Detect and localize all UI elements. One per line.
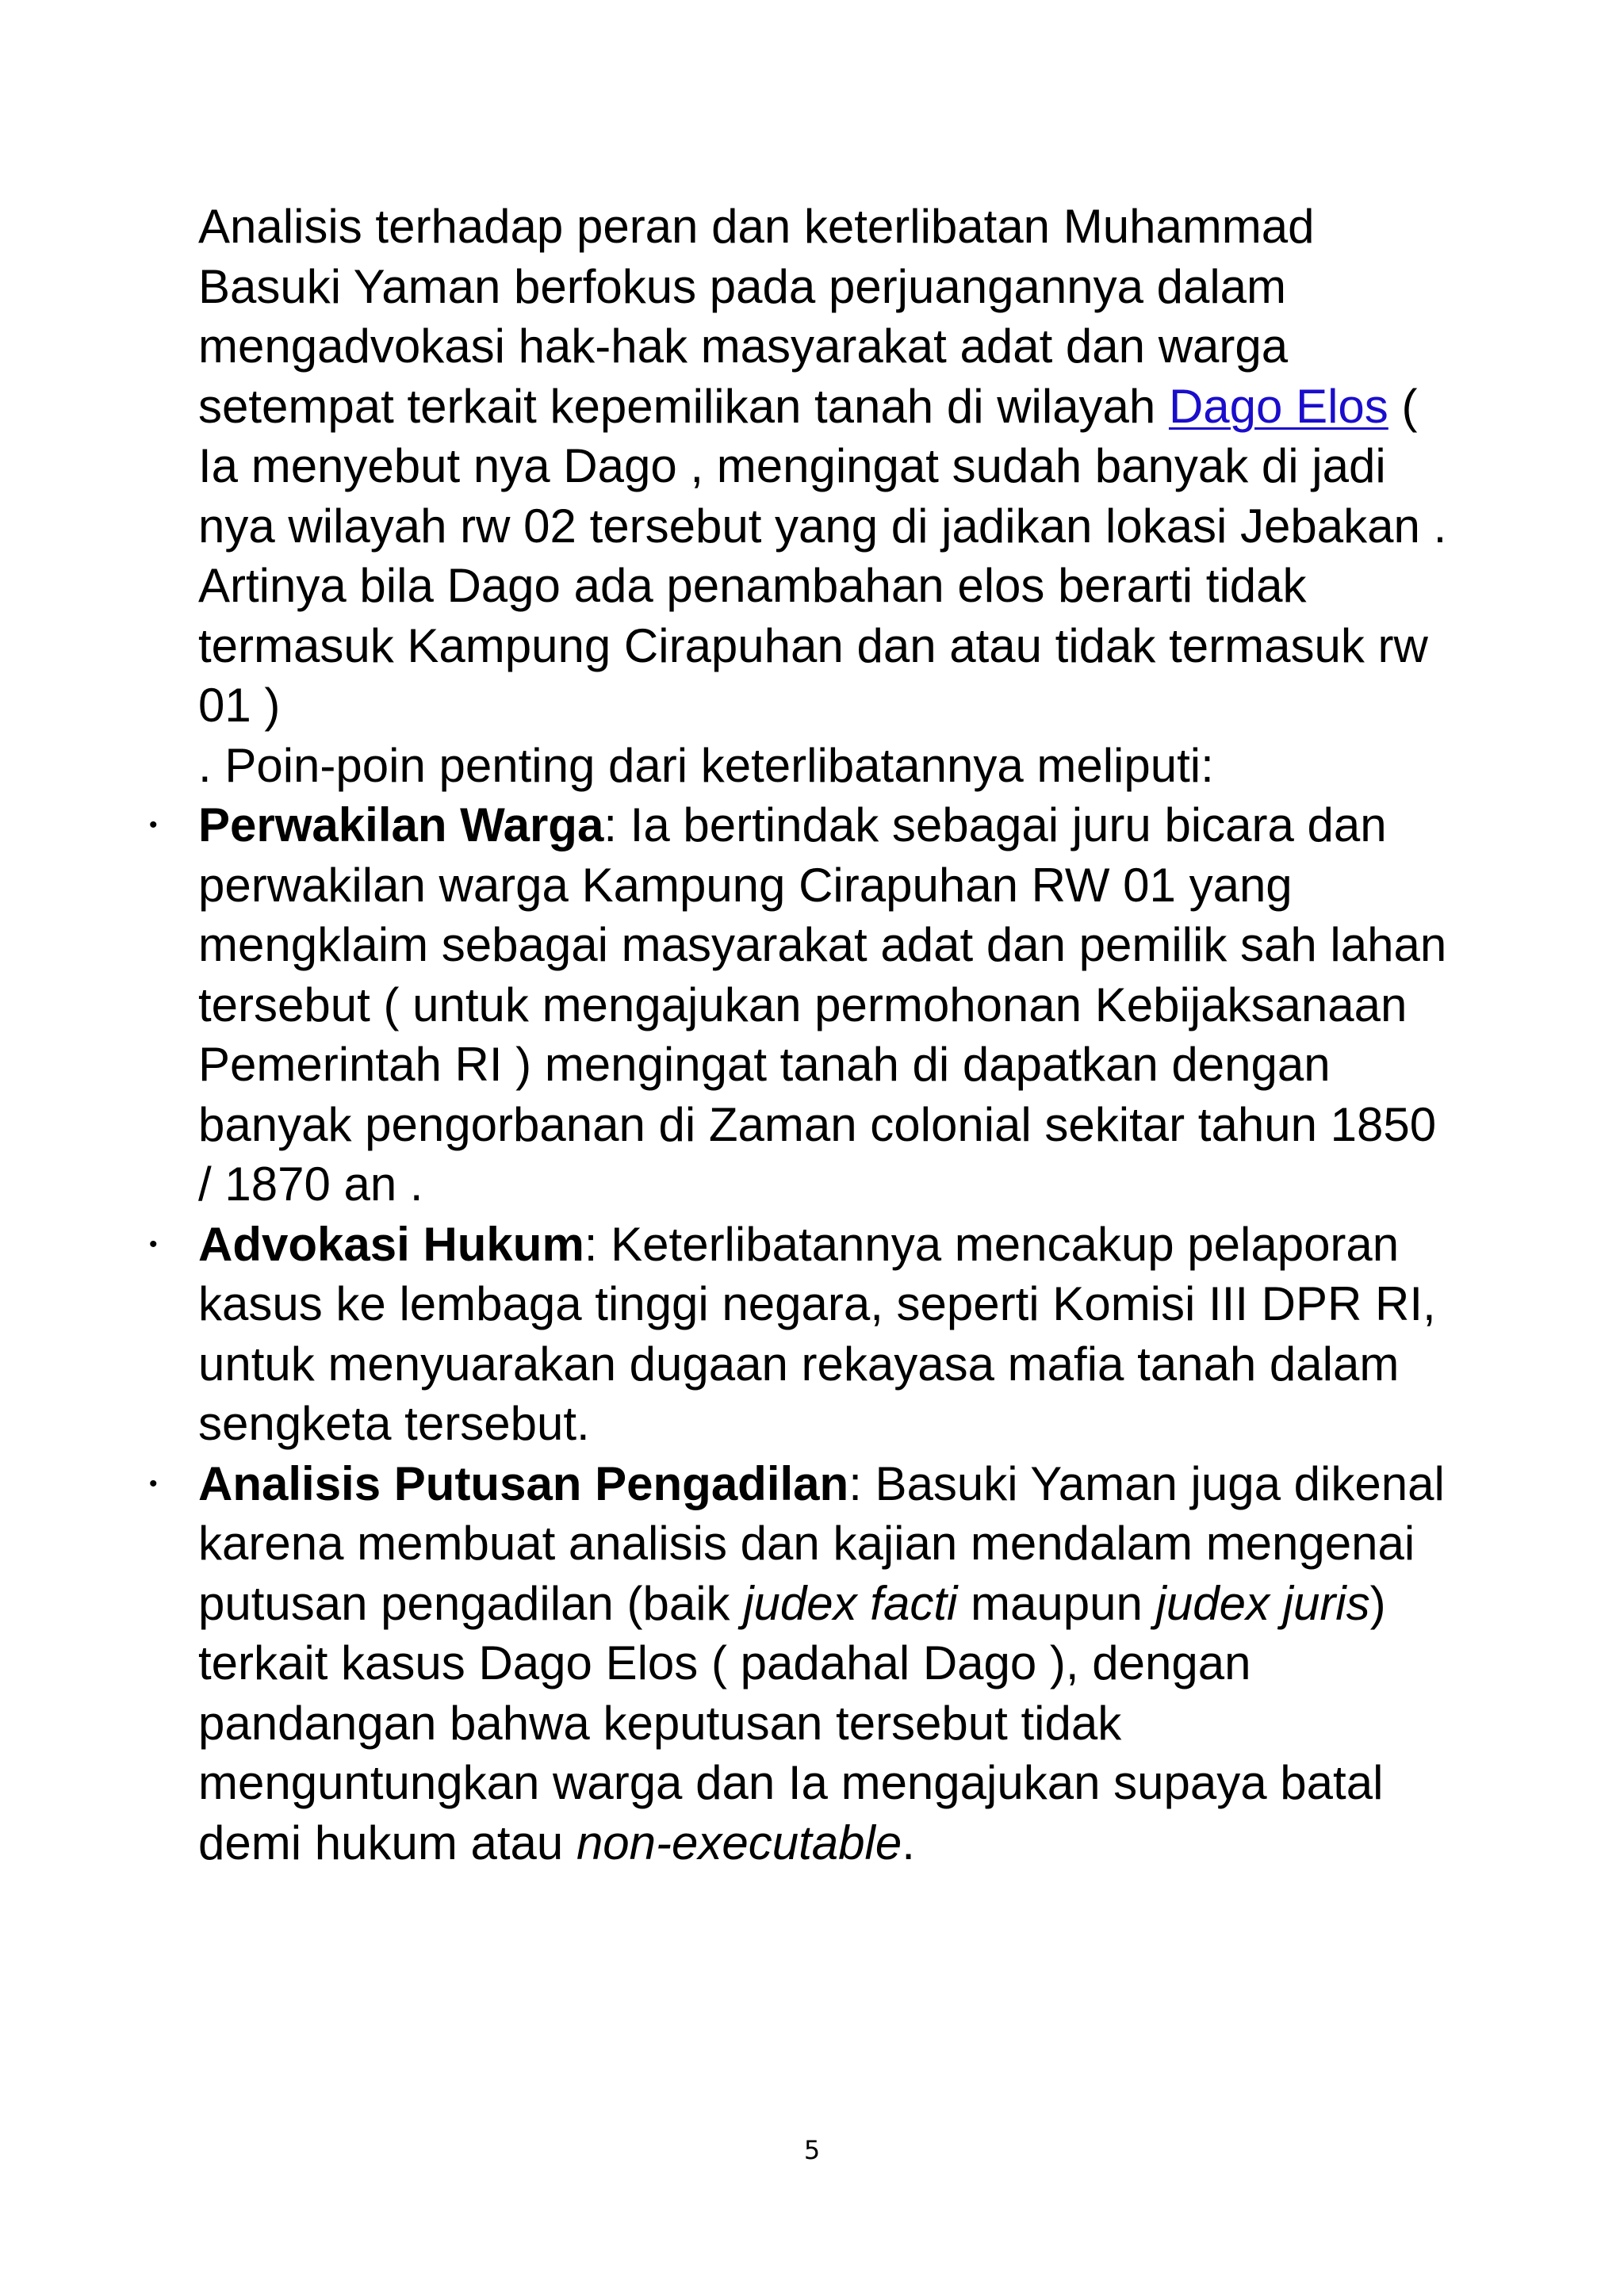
list-item-analisis-putusan <box>149 1454 1459 1873</box>
intro-text <box>198 197 1459 736</box>
point-italic-term: judex juris <box>1155 1576 1370 1630</box>
point-italic-term: judex facti <box>743 1576 958 1630</box>
bullet-icon: • <box>149 812 158 838</box>
intro-closing-line: . Poin-poin penting dari keterlibatannya meliputi: <box>198 738 1214 792</box>
dago-elos-link[interactable]: Dago Elos <box>1168 379 1388 433</box>
point-italic-term: non-executable <box>576 1816 902 1869</box>
point-body-part: ) terkait kasus Dago Elos ( padahal Dago ), dengan pandangan bahwa keputusan tersebut tidak menguntungkan warga dan Ia mengajukan supaya batal demi hukum atau <box>198 1576 1386 1869</box>
bullet-icon: • <box>149 1230 158 1257</box>
point-body: : Ia bertindak sebagai juru bicara dan perwakilan warga Kampung Cirapuhan RW 01 yang mengklaim sebagai masyarakat adat dan pemilik sah lahan tersebut ( untuk mengajukan permohonan Kebijaksanaan Pemerintah RI ) mengingat tanah di dapatkan dengan banyak pengorbanan di Zaman colonial sekitar tahun 1850 / 1870 an . <box>198 798 1447 1211</box>
list-item-advokasi-hukum <box>149 1215 1459 1454</box>
point-title: Perwakilan Warga <box>198 798 604 851</box>
intro-text-after-link: ( Ia menyebut nya Dago , mengingat sudah banyak di jadi nya wilayah rw 02 tersebut yang di jadikan lokasi Jebakan . Artinya bila Dago ada penambahan elos berarti tidak termasuk Kampung Cirapuhan dan atau tidak termasuk rw 01 ) <box>198 379 1447 732</box>
page-number: 5 <box>803 2135 821 2165</box>
point-title: Advokasi Hukum <box>198 1217 584 1271</box>
point-body-part: . <box>902 1816 915 1869</box>
point-title: Analisis Putusan Pengadilan <box>198 1456 849 1510</box>
point-body-part: : Basuki Yaman juga dikenal karena membuat analisis dan kajian mendalam mengenai putusan pengadilan (baik <box>198 1456 1445 1630</box>
point-body: : Keterlibatannya mencakup pelaporan kasus ke lembaga tinggi negara, seperti Komisi III DPR RI, untuk menyuarakan dugaan rekayasa mafia tanah dalam sengketa tersebut. <box>198 1217 1436 1450</box>
key-points-list <box>149 795 1459 1873</box>
list-item-perwakilan-warga <box>149 795 1459 1215</box>
bullet-icon: • <box>149 1470 158 1497</box>
page-content <box>149 197 1459 1873</box>
point-body-part: maupun <box>957 1576 1156 1630</box>
intro-text-before-link: Analisis terhadap peran dan keterlibatan Muhammad Basuki Yaman berfokus pada perjuangannya dalam mengadvokasi hak-hak masyarakat adat dan warga setempat terkait kepemilikan tanah di wilayah <box>198 200 1315 433</box>
intro-paragraph <box>198 197 1459 795</box>
